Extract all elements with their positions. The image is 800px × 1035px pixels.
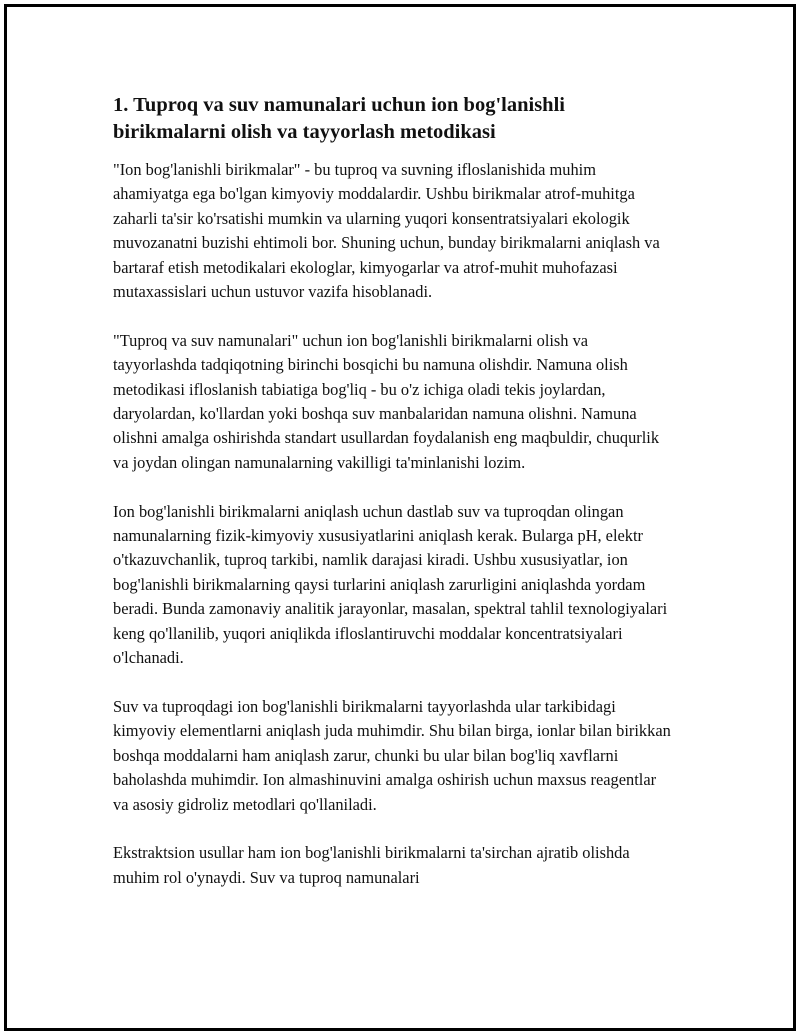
paragraph-4: Suv va tuproqdagi ion bog'lanishli birikmalarni tayyorlashda ular tarkibidagi kimyoviy elementlarni aniqlash juda muhimdir. Shu bilan birga, ionlar bilan birikkan boshqa moddalarni ham aniqlash zarur, chunki bu ular bilan bog'liq xavflarni baholashda muhimdir. Ion almashinuvini amalga oshirish uchun maxsus reagentlar va asosiy gidroliz metodlari qo'llaniladi. xyxy=(113,696,671,814)
paragraph-3: Ion bog'lanishli birikmalarni aniqlash uchun dastlab suv va tuproqdan olingan namunalarning fizik-kimyoviy xususiyatlarini aniqlash kerak. Bularga pH, elektr o'tkazuvchanlik, tuproq tarkibi, namlik darajasi kiradi. Ushbu xususiyatlar, ion bog'lanishli birikmalarning qaysi turlarini aniqlash zarurligini aniqlashda yordam beradi. Bunda zamonaviy analitik jarayonlar, masalan, spektral tahlil texnologiyalari keng qo'llanilib, yuqori aniqlikda ifloslantiruvchi moddalar koncentratsiyalari o'lchanadi. xyxy=(113,501,668,668)
paragraph-5: Ekstraktsion usullar ham ion bog'lanishli birikmalarni ta'sirchan ajratib olishda muhim rol o'ynaydi. Suv va tuproq namunalari xyxy=(113,843,630,887)
paragraph-1: "Ion bog'lanishli birikmalar" - bu tuproq va suvning ifloslanishida muhim ahamiyatga ega bo'lgan kimyoviy moddalardir. Ushbu birikmalar atrof-muhitga zaharli ta'sir ko'rsatishi mumkin va ularning yuqori konsentratsiyalari ekologik muvozanatni buzishi ehtimoli bor. Shuning uchun, bunday birikmalarni aniqlash va bartaraf etish metodikalari ekologlar, kimyogarlar va atrof-muhit muhofazasi mutaxassislari uchun ustuvor vazifa hisoblanadi. xyxy=(113,160,660,302)
paragraph-2: "Tuproq va suv namunalari" uchun ion bog'lanishli birikmalarni olish va tayyorlashda tadqiqotning birinchi bosqichi bu namuna olishdir. Namuna olish metodikasi ifloslanish tabiatiga bog'liq - bu o'z ichiga oladi tekis joylardan, daryolardan, ko'llardan yoki boshqa suv manbalaridan namuna olishni. Namuna olishni amalga oshirishda standart usullardan foydalanish eng maqbuldir, chuqurlik va joydan olingan namunalarning vakilligi ta'minlanishi lozim. xyxy=(113,330,660,472)
document-body xyxy=(113,92,673,890)
document-heading: 1. Tuproq va suv namunalari uchun ion bog'lanishli birikmalarni olish va tayyorlash metodikasi xyxy=(113,94,565,143)
